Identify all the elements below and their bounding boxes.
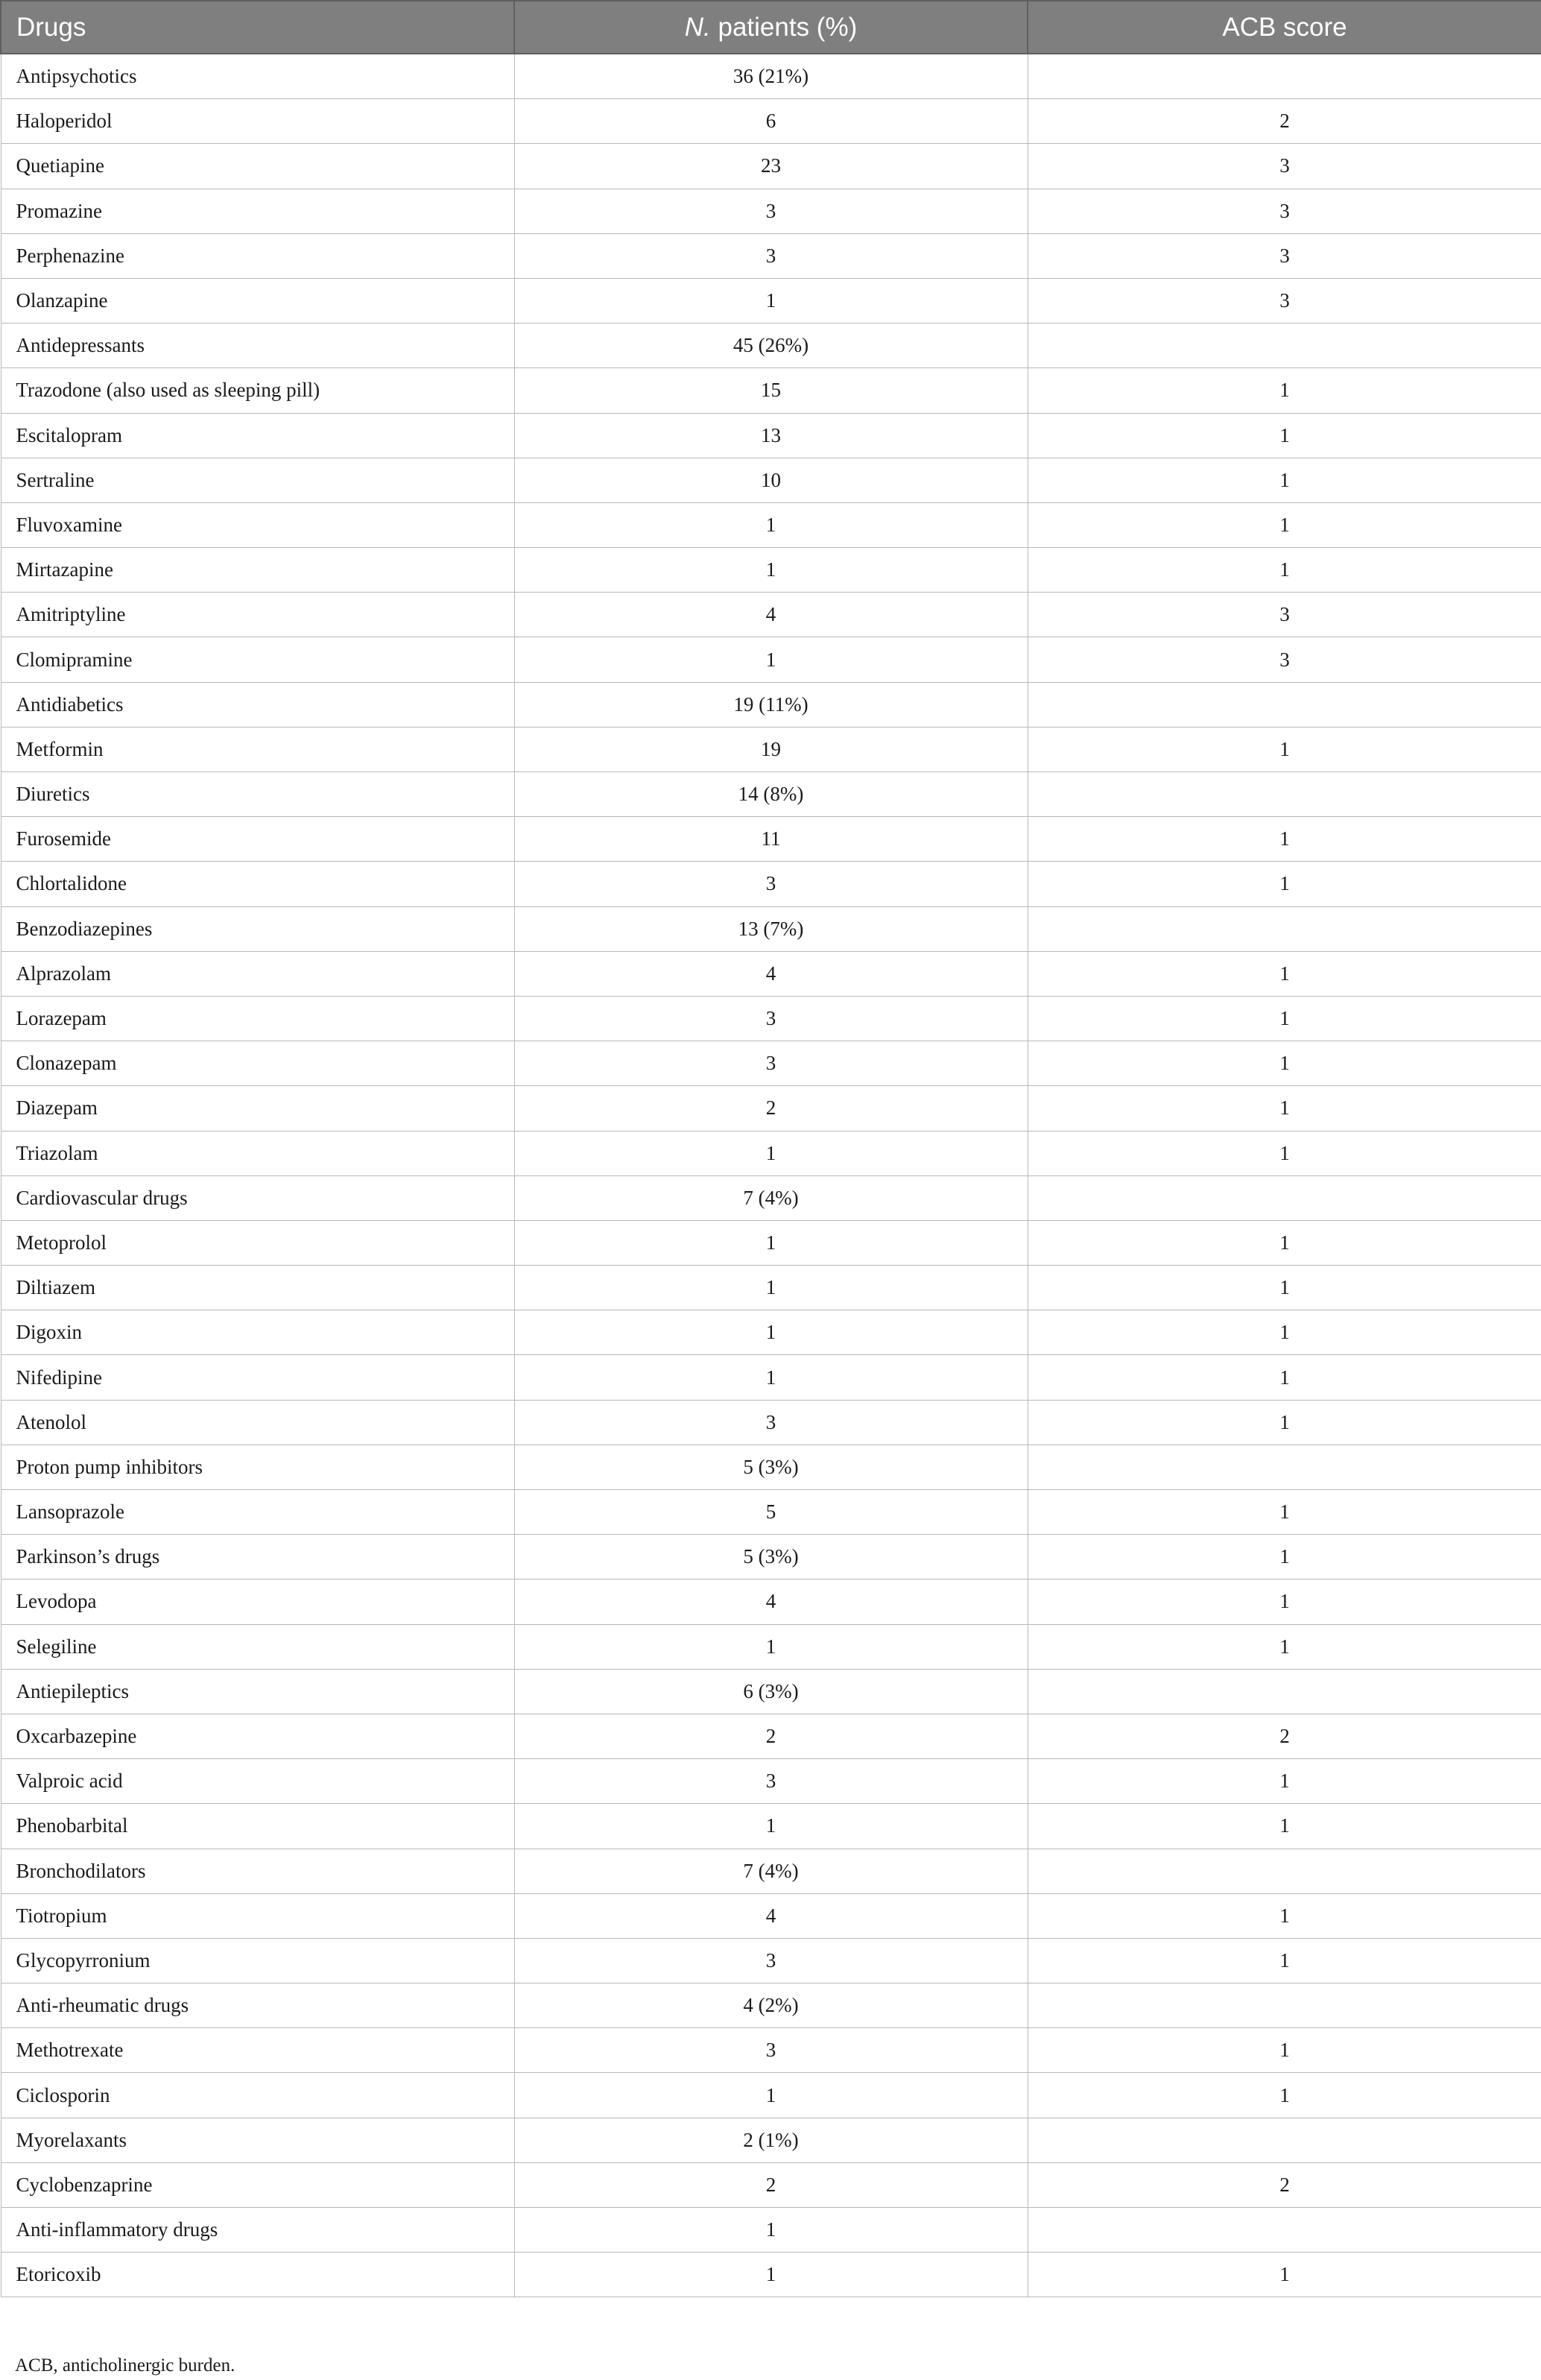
cell-patients: 1 — [514, 2208, 1028, 2253]
cell-drug: Cardiovascular drugs — [1, 1175, 514, 1220]
cell-patients: 45 (26%) — [514, 323, 1028, 368]
cell-acb-score — [1028, 906, 1541, 951]
cell-drug: Anti-rheumatic drugs — [1, 1983, 514, 2028]
cell-drug: Methotrexate — [1, 2028, 514, 2073]
cell-drug: Mirtazapine — [1, 548, 514, 593]
table-row — [1, 1175, 1541, 1220]
table-row — [1, 548, 1541, 593]
cell-acb-score: 1 — [1028, 2073, 1541, 2118]
header-acb-score: ACB score — [1028, 1, 1541, 54]
cell-drug: Nifedipine — [1, 1355, 514, 1400]
cell-acb-score: 1 — [1028, 1579, 1541, 1624]
table-row — [1, 323, 1541, 368]
cell-patients: 3 — [514, 862, 1028, 906]
cell-acb-score: 1 — [1028, 1086, 1541, 1131]
cell-drug: Olanzapine — [1, 278, 514, 323]
cell-acb-score: 1 — [1028, 368, 1541, 413]
cell-patients: 1 — [514, 2073, 1028, 2118]
cell-patients: 2 (1%) — [514, 2118, 1028, 2162]
cell-patients: 7 (4%) — [514, 1175, 1028, 1220]
table-row — [1, 1849, 1541, 1893]
table-row — [1, 278, 1541, 323]
cell-acb-score: 3 — [1028, 637, 1541, 682]
cell-patients: 6 (3%) — [514, 1669, 1028, 1714]
cell-patients: 1 — [514, 1624, 1028, 1669]
cell-drug: Glycopyrronium — [1, 1938, 514, 1983]
cell-patients: 1 — [514, 637, 1028, 682]
cell-drug: Parkinson’s drugs — [1, 1535, 514, 1579]
table-row — [1, 2118, 1541, 2162]
table-row — [1, 772, 1541, 817]
header-row — [1, 1, 1541, 54]
table-row — [1, 502, 1541, 547]
cell-acb-score — [1028, 1445, 1541, 1489]
cell-patients: 1 — [514, 1355, 1028, 1400]
cell-drug: Diazepam — [1, 1086, 514, 1131]
cell-drug: Valproic acid — [1, 1759, 514, 1804]
cell-patients: 3 — [514, 1759, 1028, 1804]
cell-acb-score: 1 — [1028, 1041, 1541, 1086]
cell-acb-score: 1 — [1028, 996, 1541, 1041]
cell-acb-score: 3 — [1028, 233, 1541, 278]
cell-patients: 1 — [514, 1220, 1028, 1265]
cell-drug: Digoxin — [1, 1310, 514, 1355]
cell-drug: Benzodiazepines — [1, 906, 514, 951]
cell-patients: 5 (3%) — [514, 1445, 1028, 1489]
cell-patients: 1 — [514, 548, 1028, 593]
cell-drug: Chlortalidone — [1, 862, 514, 906]
cell-acb-score: 3 — [1028, 144, 1541, 189]
table-row — [1, 1400, 1541, 1445]
cell-acb-score: 1 — [1028, 1624, 1541, 1669]
table-row — [1, 1714, 1541, 1758]
cell-patients: 19 — [514, 727, 1028, 771]
cell-acb-score: 1 — [1028, 1938, 1541, 1983]
cell-acb-score: 1 — [1028, 2253, 1541, 2297]
cell-acb-score — [1028, 1175, 1541, 1220]
cell-drug: Anti-inflammatory drugs — [1, 2208, 514, 2253]
cell-acb-score: 1 — [1028, 1759, 1541, 1804]
cell-patients: 1 — [514, 502, 1028, 547]
cell-patients: 14 (8%) — [514, 772, 1028, 817]
table-row — [1, 2162, 1541, 2207]
table-row — [1, 1669, 1541, 1714]
table-row — [1, 2253, 1541, 2297]
table-row — [1, 368, 1541, 413]
table-row — [1, 727, 1541, 771]
table-row — [1, 1445, 1541, 1489]
cell-drug: Antipsychotics — [1, 54, 514, 99]
cell-patients: 6 — [514, 99, 1028, 144]
table-row — [1, 1983, 1541, 2028]
table-row — [1, 1220, 1541, 1265]
cell-patients: 3 — [514, 233, 1028, 278]
cell-patients: 1 — [514, 1266, 1028, 1310]
table-row — [1, 54, 1541, 99]
cell-acb-score: 1 — [1028, 458, 1541, 502]
cell-acb-score: 1 — [1028, 862, 1541, 906]
cell-patients: 7 (4%) — [514, 1849, 1028, 1893]
table-row — [1, 1579, 1541, 1624]
cell-drug: Proton pump inhibitors — [1, 1445, 514, 1489]
cell-drug: Ciclosporin — [1, 2073, 514, 2118]
cell-patients: 2 — [514, 1086, 1028, 1131]
cell-drug: Sertraline — [1, 458, 514, 502]
cell-acb-score: 1 — [1028, 817, 1541, 862]
cell-drug: Atenolol — [1, 1400, 514, 1445]
table-row — [1, 2073, 1541, 2118]
table-row — [1, 1759, 1541, 1804]
cell-drug: Metoprolol — [1, 1220, 514, 1265]
table-row — [1, 906, 1541, 951]
cell-acb-score: 3 — [1028, 593, 1541, 637]
table-row — [1, 817, 1541, 862]
table-row — [1, 1086, 1541, 1131]
cell-drug: Antiepileptics — [1, 1669, 514, 1714]
cell-patients: 2 — [514, 1714, 1028, 1758]
table-row — [1, 1624, 1541, 1669]
table-row — [1, 1310, 1541, 1355]
cell-acb-score — [1028, 54, 1541, 99]
cell-acb-score: 1 — [1028, 1266, 1541, 1310]
header-patients — [514, 1, 1028, 54]
table-row — [1, 1131, 1541, 1175]
cell-drug: Tiotropium — [1, 1893, 514, 1938]
cell-acb-score: 2 — [1028, 2162, 1541, 2207]
table-row — [1, 1938, 1541, 1983]
cell-patients: 4 — [514, 1579, 1028, 1624]
cell-acb-score: 1 — [1028, 413, 1541, 458]
cell-acb-score — [1028, 1849, 1541, 1893]
cell-drug: Phenobarbital — [1, 1804, 514, 1849]
table-header — [1, 1, 1541, 54]
cell-acb-score — [1028, 2208, 1541, 2253]
cell-drug: Levodopa — [1, 1579, 514, 1624]
cell-acb-score: 2 — [1028, 99, 1541, 144]
cell-drug: Selegiline — [1, 1624, 514, 1669]
cell-drug: Clonazepam — [1, 1041, 514, 1086]
cell-acb-score — [1028, 772, 1541, 817]
table-footnote: ACB, anticholinergic burden. — [15, 2355, 235, 2376]
cell-patients: 4 — [514, 1893, 1028, 1938]
cell-acb-score: 2 — [1028, 1714, 1541, 1758]
table-row — [1, 1041, 1541, 1086]
cell-drug: Metformin — [1, 727, 514, 771]
cell-patients: 19 (11%) — [514, 682, 1028, 727]
cell-patients: 13 (7%) — [514, 906, 1028, 951]
cell-drug: Diuretics — [1, 772, 514, 817]
table-row — [1, 1535, 1541, 1579]
table-row — [1, 996, 1541, 1041]
cell-patients: 5 (3%) — [514, 1535, 1028, 1579]
table-row — [1, 2028, 1541, 2073]
cell-drug: Diltiazem — [1, 1266, 514, 1310]
cell-acb-score: 1 — [1028, 1535, 1541, 1579]
cell-acb-score — [1028, 1669, 1541, 1714]
table-row — [1, 1355, 1541, 1400]
cell-drug: Myorelaxants — [1, 2118, 514, 2162]
cell-patients: 4 — [514, 951, 1028, 996]
cell-patients: 3 — [514, 1041, 1028, 1086]
cell-acb-score: 1 — [1028, 1490, 1541, 1535]
cell-acb-score — [1028, 323, 1541, 368]
cell-drug: Haloperidol — [1, 99, 514, 144]
cell-acb-score — [1028, 1983, 1541, 2028]
table-row — [1, 2208, 1541, 2253]
cell-patients: 3 — [514, 1938, 1028, 1983]
cell-drug: Antidiabetics — [1, 682, 514, 727]
cell-patients: 1 — [514, 1804, 1028, 1849]
table-row — [1, 233, 1541, 278]
cell-drug: Alprazolam — [1, 951, 514, 996]
header-patients-prefix: N. — [684, 12, 711, 42]
cell-acb-score: 1 — [1028, 1220, 1541, 1265]
cell-patients: 4 — [514, 593, 1028, 637]
cell-patients: 1 — [514, 2253, 1028, 2297]
cell-patients: 4 (2%) — [514, 1983, 1028, 2028]
cell-patients: 1 — [514, 1310, 1028, 1355]
table-row — [1, 637, 1541, 682]
cell-drug: Triazolam — [1, 1131, 514, 1175]
cell-drug: Bronchodilators — [1, 1849, 514, 1893]
cell-drug: Cyclobenzaprine — [1, 2162, 514, 2207]
cell-drug: Furosemide — [1, 817, 514, 862]
table-row — [1, 1893, 1541, 1938]
cell-drug: Trazodone (also used as sleeping pill) — [1, 368, 514, 413]
table-row — [1, 99, 1541, 144]
cell-acb-score: 1 — [1028, 1355, 1541, 1400]
cell-drug: Quetiapine — [1, 144, 514, 189]
cell-drug: Escitalopram — [1, 413, 514, 458]
cell-drug: Oxcarbazepine — [1, 1714, 514, 1758]
cell-drug: Fluvoxamine — [1, 502, 514, 547]
cell-patients: 1 — [514, 278, 1028, 323]
table-row — [1, 593, 1541, 637]
table-row — [1, 413, 1541, 458]
cell-acb-score: 1 — [1028, 727, 1541, 771]
cell-acb-score: 1 — [1028, 1400, 1541, 1445]
cell-patients: 3 — [514, 189, 1028, 233]
cell-acb-score: 1 — [1028, 1310, 1541, 1355]
cell-patients: 3 — [514, 996, 1028, 1041]
cell-patients: 3 — [514, 1400, 1028, 1445]
table-row — [1, 951, 1541, 996]
cell-patients: 36 (21%) — [514, 54, 1028, 99]
cell-acb-score: 1 — [1028, 2028, 1541, 2073]
cell-acb-score — [1028, 2118, 1541, 2162]
cell-patients: 11 — [514, 817, 1028, 862]
table-row — [1, 189, 1541, 233]
cell-acb-score: 3 — [1028, 189, 1541, 233]
table-row — [1, 1490, 1541, 1535]
cell-patients: 23 — [514, 144, 1028, 189]
cell-acb-score: 1 — [1028, 1131, 1541, 1175]
cell-drug: Etoricoxib — [1, 2253, 514, 2297]
cell-acb-score: 1 — [1028, 1893, 1541, 1938]
cell-drug: Lansoprazole — [1, 1490, 514, 1535]
cell-acb-score: 1 — [1028, 502, 1541, 547]
cell-patients: 2 — [514, 2162, 1028, 2207]
cell-acb-score: 1 — [1028, 548, 1541, 593]
table-row — [1, 1266, 1541, 1310]
cell-acb-score: 1 — [1028, 951, 1541, 996]
cell-drug: Promazine — [1, 189, 514, 233]
header-drugs: Drugs — [1, 1, 514, 54]
table-row — [1, 682, 1541, 727]
cell-drug: Antidepressants — [1, 323, 514, 368]
cell-patients: 10 — [514, 458, 1028, 502]
cell-acb-score: 1 — [1028, 1804, 1541, 1849]
cell-patients: 15 — [514, 368, 1028, 413]
cell-drug: Clomipramine — [1, 637, 514, 682]
table-row — [1, 144, 1541, 189]
cell-patients: 13 — [514, 413, 1028, 458]
table-row — [1, 458, 1541, 502]
table-body — [1, 54, 1541, 2297]
cell-patients: 1 — [514, 1131, 1028, 1175]
cell-drug: Lorazepam — [1, 996, 514, 1041]
table-row — [1, 862, 1541, 906]
cell-acb-score — [1028, 682, 1541, 727]
cell-patients: 5 — [514, 1490, 1028, 1535]
table-row — [1, 1804, 1541, 1849]
cell-drug: Perphenazine — [1, 233, 514, 278]
cell-patients: 3 — [514, 2028, 1028, 2073]
cell-drug: Amitriptyline — [1, 593, 514, 637]
cell-acb-score: 3 — [1028, 278, 1541, 323]
header-patients-label: patients (%) — [710, 12, 858, 42]
